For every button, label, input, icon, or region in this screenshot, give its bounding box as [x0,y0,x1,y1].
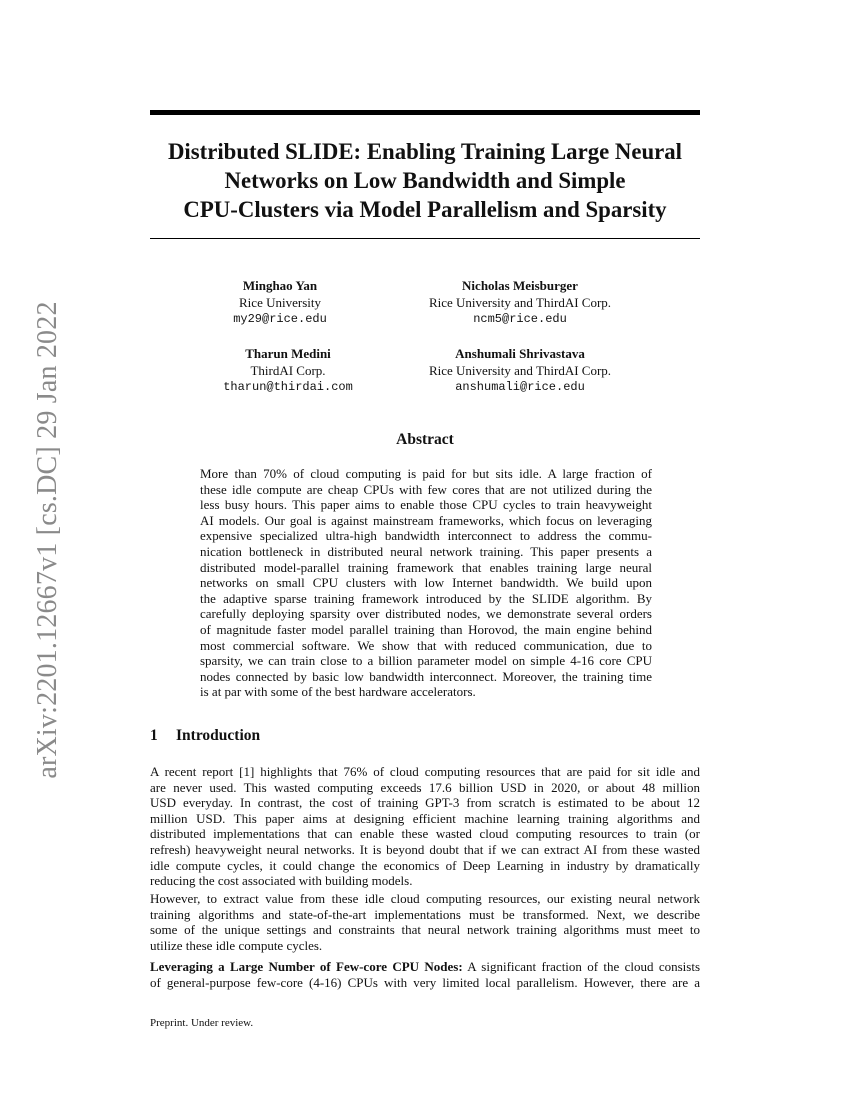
paragraph-line: A recent report [1] highlights that 76% of cloud computing resources that are paid for sit idle and [150,764,700,779]
title-bottom-rule [150,238,700,239]
paragraph-line: million USD. This paper aims at designing efficient machine learning training algorithms and [150,810,700,826]
arxiv-identifier: arXiv:2201.12667v1 [cs.DC] 29 Jan 2022 [32,301,63,779]
abstract-line: less busy hours. This paper aims to enable those CPU cycles to train heavyweight [200,497,652,513]
footer-note: Preprint. Under review. [150,1017,254,1029]
abstract-line: nication bottleneck in distributed neural network training. This paper presents a [200,543,652,559]
abstract-heading: Abstract [396,431,454,448]
title-line: CPU-Clusters via Model Parallelism and Sparsity [183,197,667,222]
paper-title [150,137,700,224]
paragraph-lead-in: Leveraging a Large Number of Few-core CPU Nodes: [150,959,463,974]
author-name: Tharun Medini [245,346,331,361]
author-affiliation: Rice University [239,294,321,310]
author-block [200,278,360,328]
author-email[interactable]: my29@rice.edu [233,312,327,326]
author-email[interactable]: tharun@thirdai.com [223,380,353,394]
intro-paragraph [150,891,700,953]
paragraph-line: distributed implementations that can enable these wasted cloud computing resources to train (or [150,826,700,842]
abstract-line: networks on small CPU clusters with low Internet bandwidth. We build upon [200,575,652,591]
abstract-line: distributed model-parallel training framework that enables training large neural [200,559,652,575]
paragraph-line: refresh) heavyweight neural networks. It is beyond doubt that if we can extract AI from these wasted [150,841,700,857]
abstract-body [200,466,652,700]
paragraph-line [150,959,700,975]
paragraph-line-text: A significant fraction of the cloud consists [462,959,701,974]
abstract-line: expensive specialized ultra-high bandwidth interconnect to address the commu- [200,528,652,544]
paragraph-line: utilize these idle compute cycles. [150,937,323,953]
title-top-rule [150,110,700,115]
paragraph-line: idle compute cycles, it could change the economics of Deep Learning in industry by dramatically [150,857,700,873]
section-title: Introduction [176,727,261,744]
intro-paragraph [150,959,700,990]
section-number: 1 [150,727,158,744]
title-line: Distributed SLIDE: Enabling Training Large Neural [167,139,683,164]
author-block [395,346,645,396]
abstract-line: is at par with some of the best hardware accelerators. [200,684,476,700]
author-affiliation: ThirdAI Corp. [250,362,326,378]
title-line: Networks on Low Bandwidth and Simple [224,168,626,193]
abstract-line: More than 70% of cloud computing is paid for but sits idle. A large fraction of [200,466,652,481]
intro-paragraph [150,764,700,889]
paragraph-line: reducing the cost associated with building models. [150,873,413,889]
author-email[interactable]: anshumali@rice.edu [455,380,585,394]
author-email[interactable]: ncm5@rice.edu [473,312,567,326]
author-name: Minghao Yan [242,278,318,293]
abstract-line: carefully deploying sparsity over distributed nodes, we demonstrate several orders [200,606,652,622]
abstract-line: AI models. Our goal is against mainstream frameworks, which focus on leveraging [200,512,652,528]
paragraph-line: However, to extract value from these idle cloud computing resources, our existing neural network [150,891,700,906]
paragraph-line: training algorithms and state-of-the-art implementations must be transformed. Next, we describe [150,906,700,922]
paragraph-line: some of the unique settings and constraints that neural network training algorithms must meet to [150,922,700,938]
abstract-line: these idle compute are cheap CPUs with few cores that are not utilized during the [200,481,652,497]
section-heading [150,727,260,745]
abstract-line: the adaptive sparse training framework introduced by the SLIDE algorithm. By [200,590,652,606]
author-name: Nicholas Meisburger [462,278,578,293]
paragraph-line: USD everyday. In contrast, the cost of training GPT-3 from scratch is estimated to be about 12 [150,795,700,811]
abstract-line: of magnitude faster model parallel training than Horovod, the main engine behind [200,621,652,637]
author-block [200,346,376,396]
paragraph-line: of general-purpose few-core (4-16) CPUs with very limited local parallelism. However, there are a [150,974,700,990]
author-affiliation: Rice University and ThirdAI Corp. [428,362,612,378]
abstract-line: sparsity, we can train close to a billion parameter model on simple 4-16 core CPU [200,653,652,669]
abstract-line: nodes connected by basic low bandwidth interconnect. Moreover, the training time [200,668,652,684]
author-name: Anshumali Shrivastava [455,346,585,361]
abstract-line: most commercial software. We show that with reduced communication, due to [200,637,652,653]
author-block [395,278,645,328]
author-affiliation: Rice University and ThirdAI Corp. [428,294,612,310]
paragraph-line: are never used. This wasted computing exceeds 17.6 billion USD in 2020, or about 48 million [150,779,700,795]
